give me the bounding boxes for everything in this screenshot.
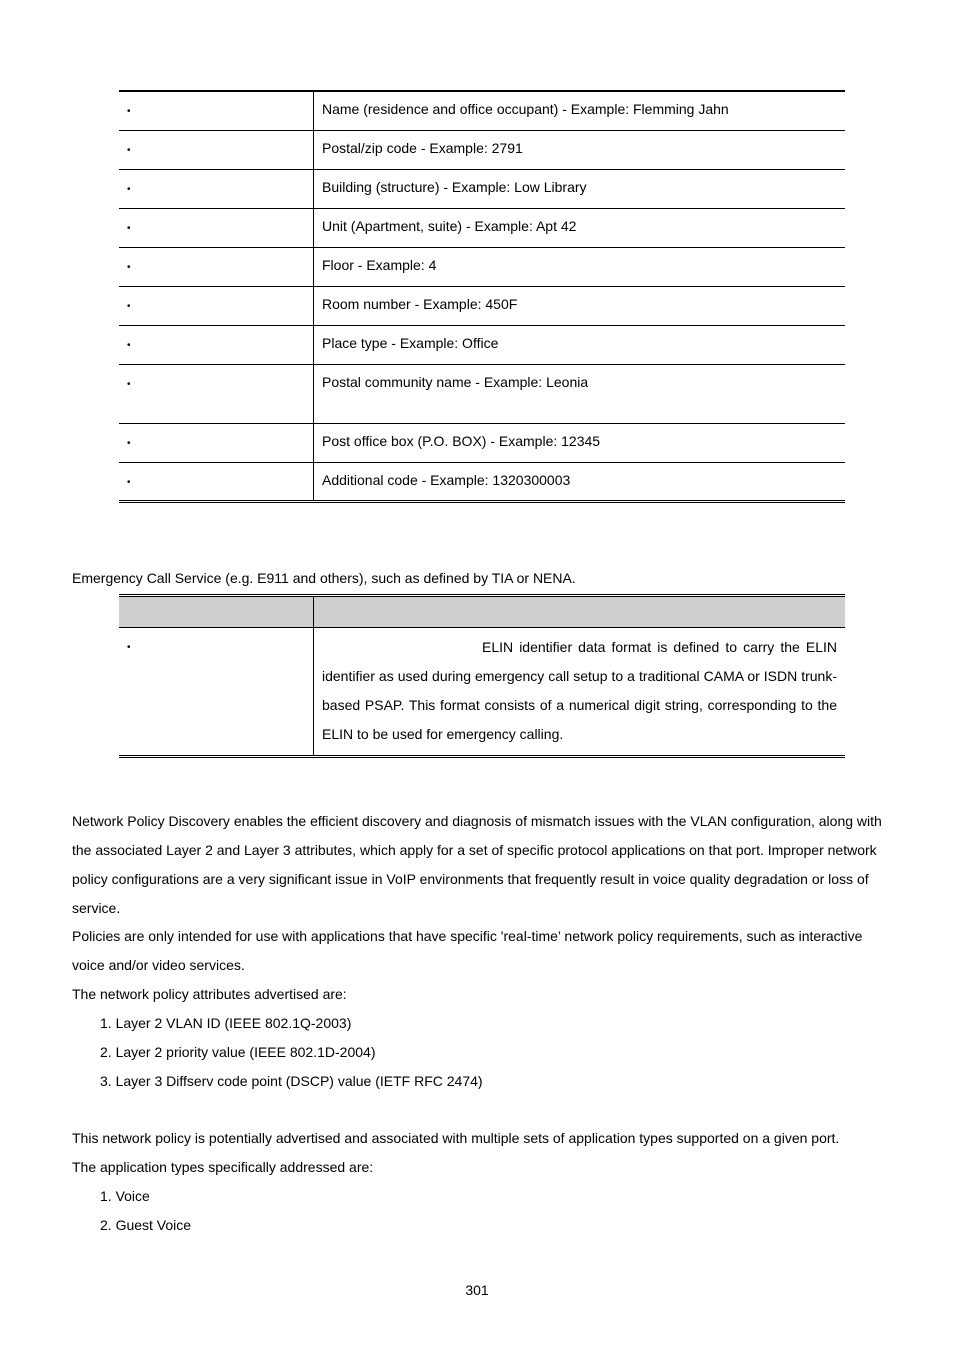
table-cell: Post office box (P.O. BOX) - Example: 12345 (314, 423, 846, 462)
table-row (119, 286, 845, 325)
table-row (119, 325, 845, 364)
bullet-icon: • (127, 437, 131, 449)
table-cell: Building (structure) - Example: Low Library (314, 169, 846, 208)
bullet-icon: • (127, 378, 131, 390)
table-cell: Name (residence and office occupant) - Example: Flemming Jahn (322, 101, 729, 117)
paragraph: The application types specifically addressed are: (72, 1159, 374, 1175)
table-row (119, 208, 845, 247)
bullet-icon: • (127, 476, 131, 488)
table-cell: Place type - Example: Office (314, 325, 846, 364)
bullet-icon: • (127, 144, 131, 156)
table-header-cell (314, 596, 846, 628)
table-header-row (119, 596, 845, 628)
table-cell: Unit (Apartment, suite) - Example: Apt 42 (314, 208, 846, 247)
page-number: 301 (465, 1282, 489, 1298)
ecs-intro: Emergency Call Service (e.g. E911 and others), such as defined by TIA or NENA. (72, 570, 576, 586)
list-item: 1. Voice (100, 1188, 150, 1204)
paragraph: The network policy attributes advertised are: (72, 986, 347, 1002)
table-cell (314, 628, 846, 757)
table-row (119, 91, 845, 130)
list-item: 1. Layer 2 VLAN ID (IEEE 802.1Q-2003) (100, 1015, 352, 1031)
bullet-icon: • (127, 222, 131, 234)
bullet-icon: • (127, 642, 131, 653)
bullet-icon: • (127, 183, 131, 195)
bullet-icon: • (127, 300, 131, 312)
paragraph: Network Policy Discovery enables the efficient discovery and diagnosis of mismatch issues with the VLAN configuration, along with the associated Layer 2 and Layer 3 attributes, which apply for a set of specific protocol applications on that port. Improper network policy configurations are a very significant issue in VoIP environments that frequently result in voice quality degradation or loss of service. (72, 813, 882, 916)
attribute-list (100, 1009, 483, 1096)
table-cell: Additional code - Example: 1320300003 (314, 462, 846, 501)
elin-description: ELIN identifier data format is defined to carry the ELIN identifier as used during emergency call setup to a traditional CAMA or ISDN trunk-based PSAP. This format consists of a numerical digit string, corresponding to the ELIN to be used for emergency calling. (322, 639, 837, 742)
table-row (119, 423, 845, 462)
paragraph: This network policy is potentially advertised and associated with multiple sets of application types supported on a given port. (72, 1130, 840, 1146)
table-header-cell (119, 596, 314, 628)
ecs-table (119, 594, 845, 758)
table-row (119, 130, 845, 169)
list-item: 3. Layer 3 Diffserv code point (DSCP) value (IETF RFC 2474) (100, 1073, 483, 1089)
app-type-list (100, 1182, 191, 1240)
table-row (119, 628, 845, 757)
table-cell: Floor - Example: 4 (314, 247, 846, 286)
bullet-icon: • (127, 106, 131, 117)
table-cell: Postal/zip code - Example: 2791 (314, 130, 846, 169)
table-row (119, 364, 845, 423)
bullet-icon: • (127, 339, 131, 351)
bullet-icon: • (127, 261, 131, 273)
paragraph: Policies are only intended for use with applications that have specific 'real-time’ network policy requirements, such as interactive voice and/or video services. (72, 928, 863, 973)
table-row (119, 169, 845, 208)
civic-address-table (119, 90, 845, 503)
table-cell: Postal community name - Example: Leonia (314, 364, 846, 423)
list-item: 2. Layer 2 priority value (IEEE 802.1D-2004) (100, 1044, 376, 1060)
table-cell: Room number - Example: 450F (314, 286, 846, 325)
table-row (119, 247, 845, 286)
list-item: 2. Guest Voice (100, 1217, 192, 1233)
table-row (119, 462, 845, 501)
